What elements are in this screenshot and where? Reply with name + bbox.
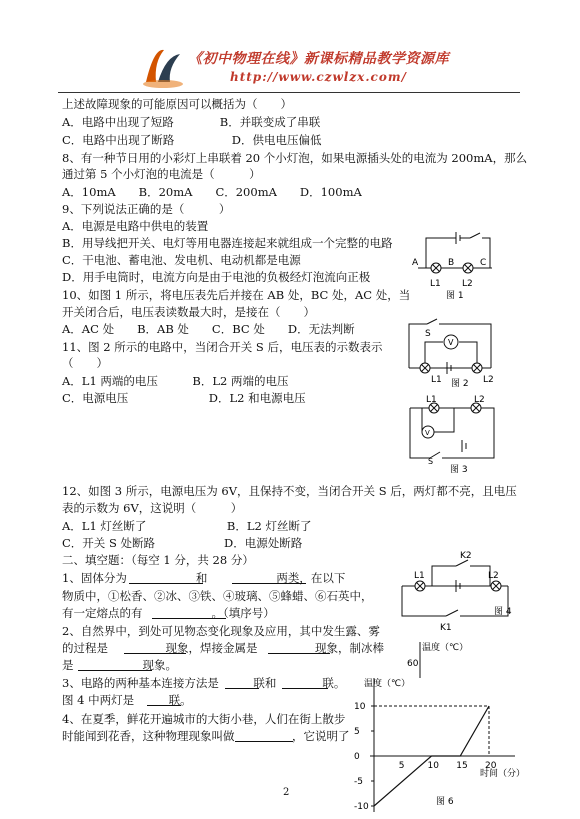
text-line: 是 现象。 xyxy=(62,658,177,672)
text-line: 时能闻到花香，这种物理现象叫做 ，它说明了 xyxy=(62,729,350,743)
fig6-ytick: 5 xyxy=(354,727,360,737)
header-title: 《初中物理在线》新课标精品教学资源库 xyxy=(188,51,449,67)
fig6-xtick: 15 xyxy=(456,761,468,771)
fig6-caption: 图 6 xyxy=(436,797,454,807)
fig2-label-l1: L1 xyxy=(431,375,442,385)
answer-blank[interactable] xyxy=(78,658,152,671)
text-line: A．电源是电路中供电的装置 xyxy=(62,219,209,233)
fig3-label-v: V xyxy=(425,429,430,437)
fig6-ytick: 0 xyxy=(354,752,360,762)
figure-2-circuit xyxy=(403,316,499,390)
text-line: A．L1 灯丝断了 B．L2 灯丝断了 xyxy=(62,519,312,533)
text-line: C．开关 S 处断路 D．电源处断路 xyxy=(62,536,303,550)
text-line: C．电路中出现了断路 D．供电电压偏低 xyxy=(62,133,322,147)
fig1-label-b: B xyxy=(448,258,455,268)
fig2-label-l2: L2 xyxy=(483,375,494,385)
figure-4-circuit xyxy=(396,550,514,636)
text-line: A．10mA B．20mA C．200mA D．100mA xyxy=(62,185,362,199)
text-line: 3、电路的两种基本连接方法是 联和 联。 xyxy=(62,676,346,690)
fig6-xtick: 5 xyxy=(398,761,405,771)
text-line: 物质中，①松香、②冰、③铁、④玻璃、⑤蜂蜡、⑥石英中， xyxy=(62,589,373,603)
fig3-label-l1: L1 xyxy=(426,395,437,405)
answer-blank[interactable] xyxy=(282,676,328,689)
answer-blank[interactable] xyxy=(225,676,259,689)
fig3-caption: 图 3 xyxy=(450,465,468,475)
fig6-xlabel: 时间（分） xyxy=(480,769,526,779)
page-number: 2 xyxy=(283,787,290,798)
text-line: 11、图 2 所示的电路中，当闭合开关 S 后，电压表的示数表示 xyxy=(62,340,383,354)
fig2-caption: 图 2 xyxy=(451,379,469,389)
text-line: 开关闭合后，电压表读数最大时，是接在（ ） xyxy=(62,305,315,319)
fig6-xtick: 20 xyxy=(485,761,497,771)
text-line: 图 4 中两灯是 联。 xyxy=(62,693,192,707)
fig1-caption: 图 1 xyxy=(446,291,464,300)
fig4-label-l2: L2 xyxy=(488,571,499,581)
fig1-label-l1: L1 xyxy=(430,279,441,289)
fig4-label-k1: K1 xyxy=(440,623,452,633)
fig1-label-l2: L2 xyxy=(462,279,473,289)
text-line: B．用导线把开关、电灯等用电器连接起来就组成一个完整的电路 xyxy=(62,236,393,250)
fig1-label-c: C xyxy=(480,258,487,268)
fig6-ylabel: 温度（℃） xyxy=(364,679,411,689)
fig2-label-v: V xyxy=(448,338,454,347)
answer-blank[interactable] xyxy=(152,606,226,619)
fig2-label-s: S xyxy=(425,329,431,339)
text-line: 4、在夏季，鲜花开遍城市的大街小巷，人们在街上散步 xyxy=(62,712,346,726)
fig6-xtick: 10 xyxy=(427,761,439,771)
text-line: A．AC 处 B．AB 处 C．BC 处 D．无法判断 xyxy=(62,322,355,336)
text-line: （ ） xyxy=(62,356,108,370)
fig4-label-l1: L1 xyxy=(414,571,425,581)
answer-blank[interactable] xyxy=(124,641,186,654)
fig1-label-a: A xyxy=(412,258,419,268)
answer-blank[interactable] xyxy=(129,571,203,584)
fig3-label-s: S xyxy=(428,457,434,466)
text-line: 2、自然界中，到处可见物态变化现象及应用，其中发生露、雾 xyxy=(62,624,380,638)
text-line: 上述故障现象的可能原因可以概括为（ ） xyxy=(62,97,292,111)
section-heading: 二、填空题：（每空 1 分，共 28 分） xyxy=(62,553,254,567)
text-line: 8、有一种节日用的小彩灯上串联着 20 个小灯泡，如果电源插头处的电流为 200mA，那么 xyxy=(62,151,528,165)
answer-blank[interactable] xyxy=(232,571,306,584)
text-line: 的过程是 现象，焊接金属是 现象，制冰棒 xyxy=(62,641,384,655)
answer-blank[interactable] xyxy=(268,641,330,654)
text-line: D．用手电筒时，电流方向是由于电池的负极经灯泡流向正极 xyxy=(62,270,371,284)
fig4-label-k2: K2 xyxy=(460,551,472,561)
fig3-label-l2: L2 xyxy=(474,395,485,405)
figure-6-chart xyxy=(350,672,530,818)
figure-3-circuit xyxy=(404,392,500,476)
text-line: A．L1 两端的电压 B．L2 两端的电压 xyxy=(62,374,289,388)
text-line: C．电源电压 D．L2 和电源电压 xyxy=(62,391,306,405)
fig6-ytick: -10 xyxy=(354,802,369,812)
text-line: 9、下列说法正确的是（ ） xyxy=(62,202,231,216)
fig5-axis-label: 温度（℃） xyxy=(422,643,469,653)
fig4-caption: 图 4 xyxy=(494,607,512,617)
fig6-ytick: -5 xyxy=(354,777,363,787)
figure-1-circuit xyxy=(406,228,498,300)
text-line: 有一定熔点的有 。（填序号） xyxy=(62,606,275,620)
fig5-tick: 60 xyxy=(407,659,419,669)
answer-blank[interactable] xyxy=(235,729,293,742)
text-line: 1、固体分为 和 两类，在以下 xyxy=(62,571,346,585)
header-url: http://www.czwlzx.com/ xyxy=(230,70,407,84)
text-line: 12、如图 3 所示，电源电压为 6V，且保持不变，当闭合开关 S 后，两灯都不亮，且电压 xyxy=(62,484,517,498)
text-line: 通过第 5 个小灯泡的电流是（ ） xyxy=(62,167,261,181)
text-line: 表的示数为 6V，这说明（ ） xyxy=(62,501,243,515)
site-logo xyxy=(140,42,186,90)
header-divider xyxy=(58,92,520,93)
fig6-ytick: 10 xyxy=(354,702,366,712)
text-line: C．干电池、蓄电池、发电机、电动机都是电源 xyxy=(62,253,301,267)
answer-blank[interactable] xyxy=(147,693,181,706)
text-line: A．电路中出现了短路 B．并联变成了串联 xyxy=(62,115,321,129)
text-line: 10、如图 1 所示，将电压表先后并接在 AB 处，BC 处，AC 处，当 xyxy=(62,288,411,302)
